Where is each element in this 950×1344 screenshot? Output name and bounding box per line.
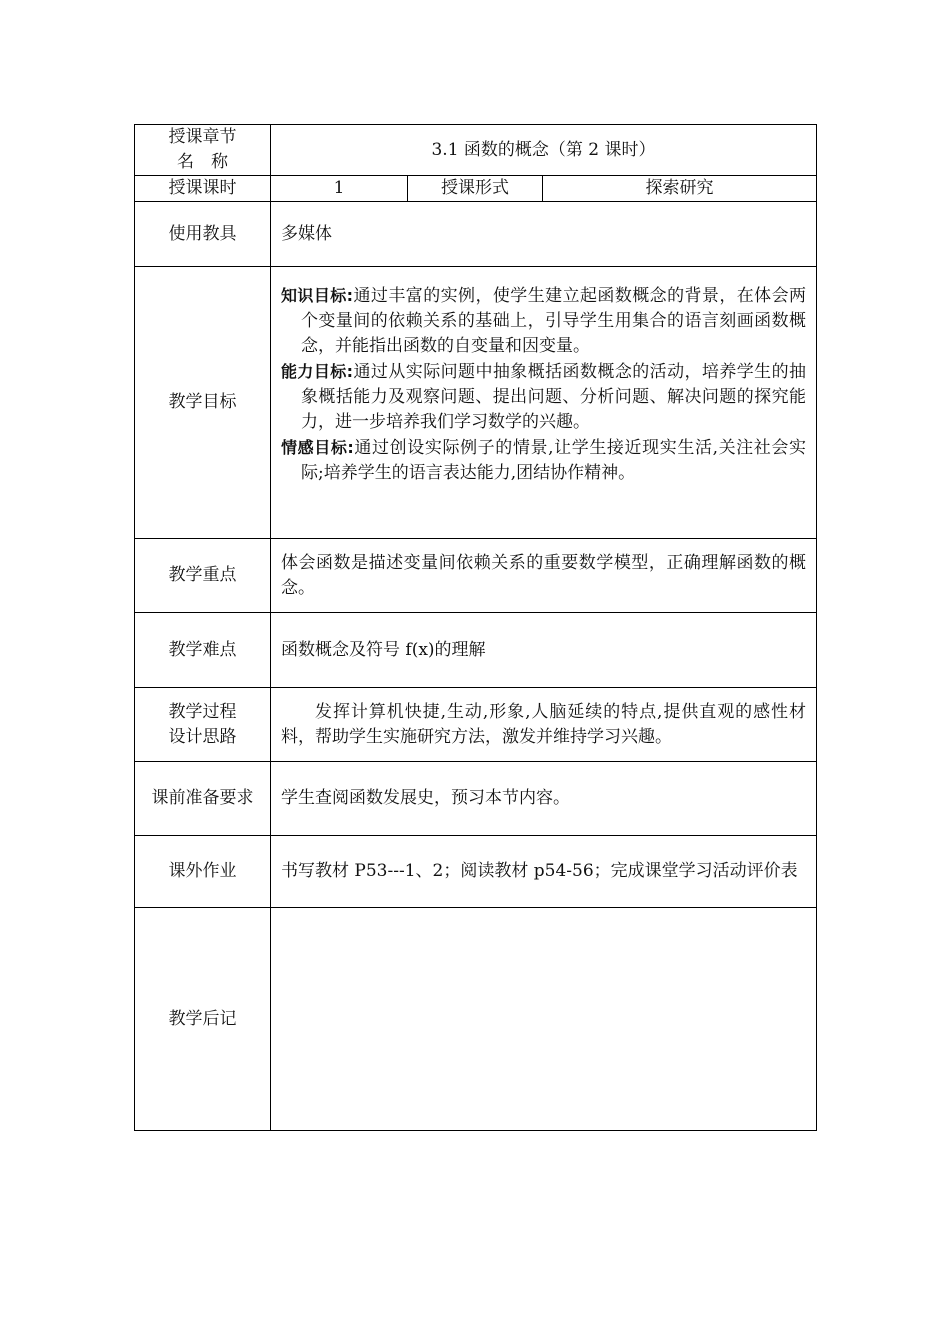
value-tools: 多媒体 bbox=[271, 202, 817, 267]
value-hours: 1 bbox=[271, 176, 408, 202]
row-reflection bbox=[135, 908, 817, 1131]
objective-knowledge-text: 通过丰富的实例，使学生建立起函数概念的背景，在体会两个变量间的依赖关系的基础上，引导学生用集合的语言刻画函数概念，并能指出函数的自变量和因变量。 bbox=[301, 286, 807, 356]
label-chapter-line1: 授课章节 bbox=[168, 127, 237, 147]
label-tools: 使用教具 bbox=[135, 202, 271, 267]
value-difficulties: 函数概念及符号 f(x)的理解 bbox=[271, 613, 817, 688]
row-objectives bbox=[135, 267, 817, 539]
objective-emotion-text: 通过创设实际例子的情景,让学生接近现实生活,关注社会实际;培养学生的语言表达能力,团结协作精神。 bbox=[301, 438, 807, 483]
row-hours bbox=[135, 176, 817, 202]
label-difficulties: 教学难点 bbox=[135, 613, 271, 688]
key-points-text: 体会函数是描述变量间依赖关系的重要数学模型，正确理解函数的概念。 bbox=[281, 552, 807, 598]
value-homework bbox=[271, 836, 817, 908]
value-preparation: 学生查阅函数发展史，预习本节内容。 bbox=[271, 762, 817, 836]
label-form: 授课形式 bbox=[408, 176, 543, 202]
value-form: 探索研究 bbox=[543, 176, 817, 202]
label-chapter bbox=[135, 125, 271, 176]
row-homework bbox=[135, 836, 817, 908]
value-objectives bbox=[271, 267, 817, 539]
label-chapter-line2: 名 称 bbox=[177, 152, 228, 172]
label-reflection: 教学后记 bbox=[135, 908, 271, 1131]
objective-emotion-title: 情感目标: bbox=[281, 438, 354, 457]
lesson-plan-table bbox=[134, 124, 817, 1131]
label-process bbox=[135, 688, 271, 762]
value-process bbox=[271, 688, 817, 762]
value-chapter: 3.1 函数的概念（第 2 课时） bbox=[271, 125, 817, 176]
objective-ability-text: 通过从实际问题中抽象概括函数概念的活动，培养学生的抽象概括能力及观察问题、提出问题、分析问题、解决问题的探究能力，进一步培养我们学习数学的兴趣。 bbox=[301, 362, 807, 432]
objective-emotion bbox=[281, 435, 806, 486]
objective-knowledge bbox=[281, 283, 806, 359]
process-text: 发挥计算机快捷,生动,形象,人脑延续的特点,提供直观的感性材料，帮助学生实施研究方法，激发并维持学习兴趣。 bbox=[281, 701, 807, 747]
homework-text: 书写教材 P53---1、2；阅读教材 p54-56；完成课堂学习活动评价表 bbox=[281, 861, 798, 881]
label-key-points: 教学重点 bbox=[135, 539, 271, 613]
label-process-line2: 设计思路 bbox=[168, 726, 237, 747]
row-difficulties bbox=[135, 613, 817, 688]
row-tools bbox=[135, 202, 817, 267]
objective-ability-title: 能力目标: bbox=[281, 362, 354, 381]
objective-ability bbox=[281, 359, 806, 435]
label-preparation: 课前准备要求 bbox=[135, 762, 271, 836]
label-objectives: 教学目标 bbox=[135, 267, 271, 539]
value-reflection bbox=[271, 908, 817, 1131]
label-homework: 课外作业 bbox=[135, 836, 271, 908]
row-process bbox=[135, 688, 817, 762]
label-process-line1: 教学过程 bbox=[168, 701, 237, 722]
objective-knowledge-title: 知识目标: bbox=[281, 286, 354, 305]
row-key-points bbox=[135, 539, 817, 613]
row-chapter bbox=[135, 125, 817, 176]
value-key-points bbox=[271, 539, 817, 613]
label-hours: 授课课时 bbox=[135, 176, 271, 202]
row-preparation bbox=[135, 762, 817, 836]
